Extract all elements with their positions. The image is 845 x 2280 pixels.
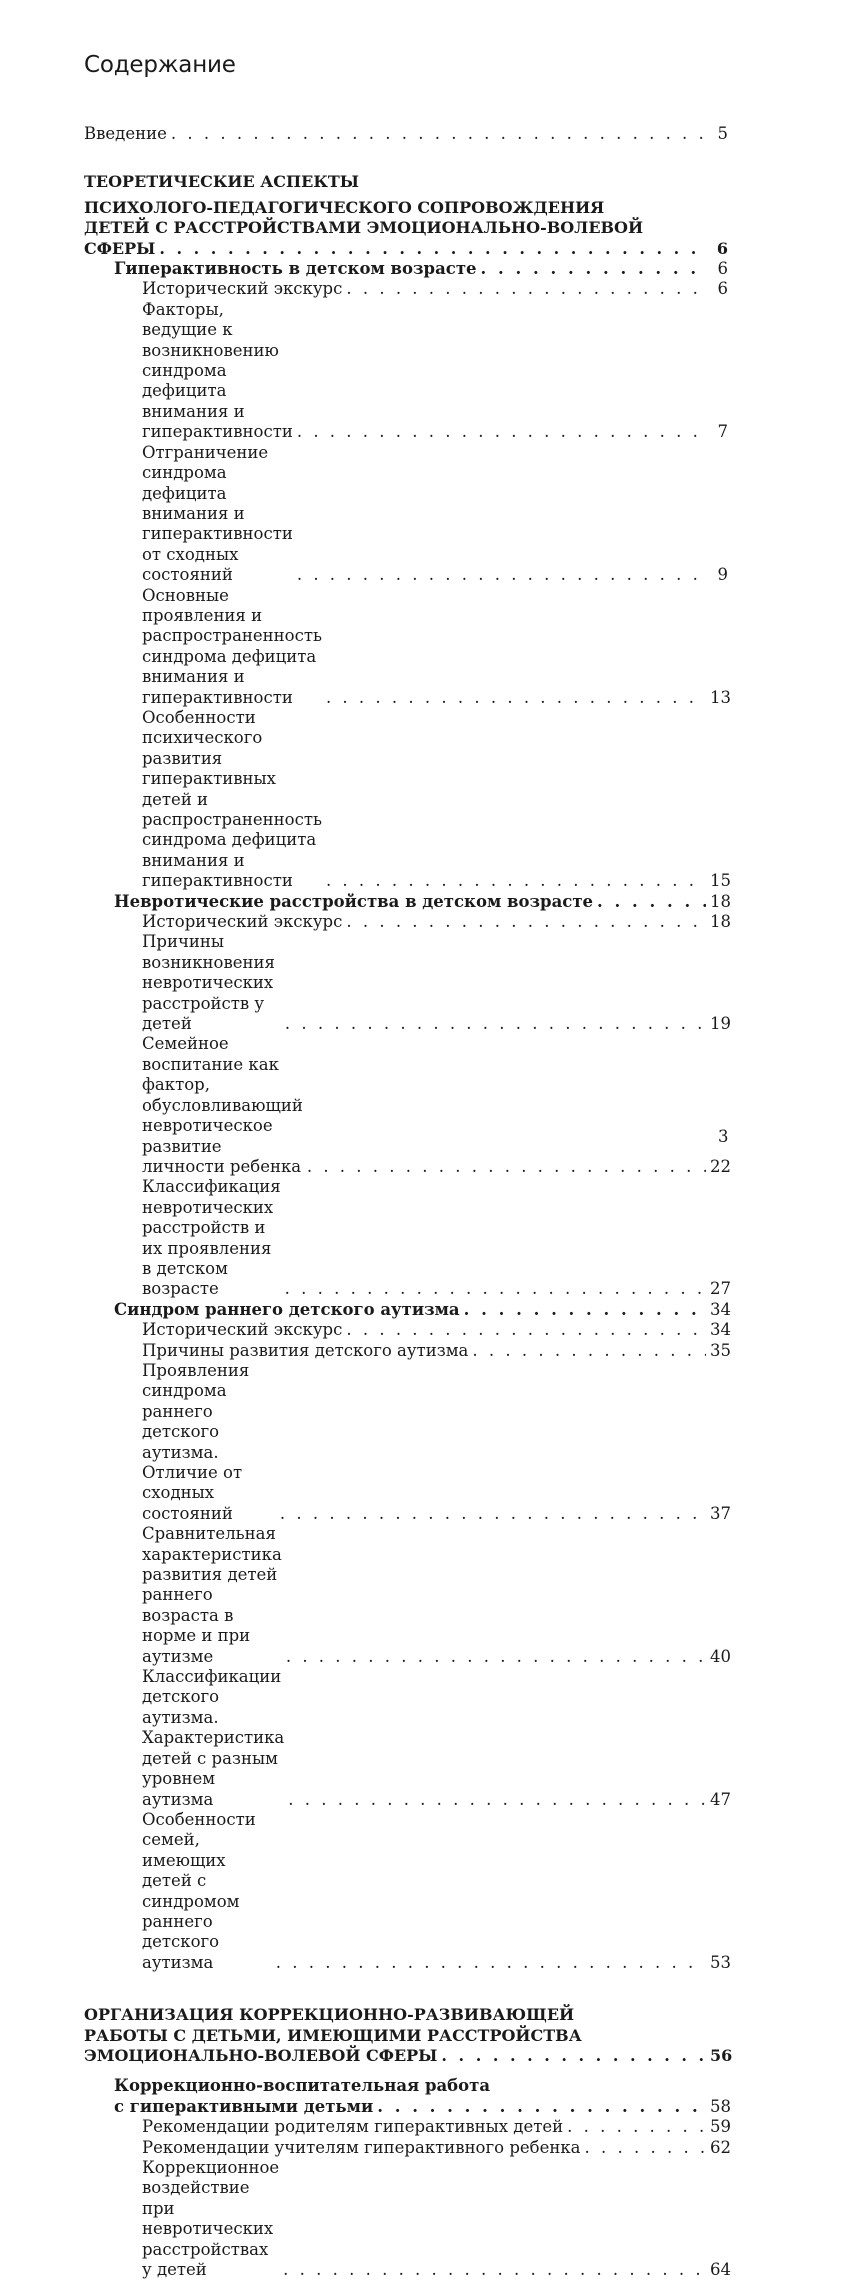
- toc-item-text: Исторический экскурс: [142, 1320, 343, 1340]
- toc-item[interactable]: [84, 932, 731, 1034]
- dot-leader: [597, 892, 706, 912]
- toc-item-text: Факторы, ведущие к возникновению синдрома дефицита внимания и гиперактивности: [142, 299, 293, 442]
- toc-chapter-1-1[interactable]: [84, 259, 728, 279]
- dot-leader: [472, 1341, 706, 1361]
- dot-leader: [346, 912, 706, 932]
- toc-item[interactable]: [84, 912, 731, 932]
- toc-page-number: 18: [710, 912, 731, 932]
- toc-item[interactable]: [84, 1667, 731, 1810]
- toc-item-text: Проявления синдрома раннего детского аутизма. Отличие от сходных состояний: [142, 1360, 250, 1523]
- toc-item-text: Рекомендации учителям гиперактивного ребенка: [142, 2137, 581, 2157]
- toc-page-number: 18: [710, 891, 731, 911]
- toc-page-number: 7: [717, 422, 728, 442]
- toc-item-text: Коррекционное воздействие при невротических расстройствах у детей: [142, 2158, 280, 2280]
- page-number: 3: [718, 1127, 729, 1146]
- dot-leader: [464, 1300, 706, 1320]
- toc-page-number: 19: [710, 1014, 731, 1034]
- toc-item-text: Основные проявления и распространенность синдрома дефицита внимания и гиперактивности: [142, 585, 322, 707]
- chapter-title: Невротические расстройства в детском возрасте: [114, 891, 594, 911]
- toc-page-number: 34: [710, 1299, 731, 1319]
- chapter-title: Гиперактивность в детском возрасте: [114, 259, 477, 279]
- dot-leader: [297, 565, 706, 585]
- dot-leader: [280, 1504, 706, 1524]
- toc-page-number: 59: [710, 2117, 731, 2137]
- dot-leader: [567, 2117, 706, 2137]
- toc-item[interactable]: [84, 2158, 731, 2280]
- dot-leader: [297, 422, 706, 442]
- toc-item-text: Особенности семей, имеющих детей с синдромом раннего детского аутизма: [142, 1809, 256, 1972]
- toc-page-number: 53: [710, 1952, 731, 1972]
- dot-leader: [283, 2260, 706, 2280]
- part-heading-line: ЭМОЦИОНАЛЬНО-ВОЛЕВОЙ СФЕРЫ: [84, 2045, 438, 2065]
- chapter-title: Синдром раннего детского аутизма: [114, 1299, 460, 1319]
- part-heading-1: [84, 172, 728, 259]
- toc-page-number: 27: [710, 1279, 731, 1299]
- chapter-title: с гиперактивными детьми: [114, 2096, 374, 2116]
- toc-item-text: Сравнительная характеристика развития детей раннего возраста в норме и при аутизме: [142, 1524, 282, 1666]
- toc-page-number: 5: [717, 124, 728, 143]
- toc-entry-part-2[interactable]: [84, 2045, 733, 2066]
- dot-leader: [585, 2138, 707, 2158]
- part-heading-line: ТЕОРЕТИЧЕСКИЕ АСПЕКТЫ: [84, 172, 360, 192]
- dot-leader: [481, 259, 706, 279]
- dot-leader: [346, 279, 706, 299]
- toc-item[interactable]: [84, 1809, 731, 1973]
- toc-item-text: Семейное воспитание как фактор, обусловливающий невротическое развитие личности ребенка: [142, 1034, 303, 1176]
- dot-leader: [286, 1647, 706, 1667]
- part-heading-line: ОРГАНИЗАЦИЯ КОРРЕКЦИОННО-РАЗВИВАЮЩЕЙ: [84, 2005, 575, 2025]
- dot-leader: [326, 871, 706, 891]
- toc-item[interactable]: [84, 1320, 731, 1340]
- dot-leader: [346, 1320, 706, 1340]
- dot-leader: [377, 2097, 706, 2117]
- chapter-title: Коррекционно-воспитательная работа: [114, 2076, 491, 2096]
- part-heading-line: ДЕТЕЙ С РАССТРОЙСТВАМИ ЭМОЦИОНАЛЬНО-ВОЛЕВОЙ: [84, 218, 644, 238]
- part-heading-2: [84, 2005, 733, 2066]
- part-heading-line: РАБОТЫ С ДЕТЬМИ, ИМЕЮЩИМИ РАССТРОЙСТВА: [84, 2025, 582, 2045]
- toc-item[interactable]: [84, 2137, 731, 2158]
- toc-page-number: 37: [710, 1503, 731, 1523]
- page-title: Содержание: [84, 52, 236, 78]
- dot-leader: [159, 239, 706, 259]
- toc-item-text: Классификации детского аутизма. Характеристика детей с разным уровнем аутизма: [142, 1667, 285, 1809]
- toc-page-number: 6: [717, 279, 728, 299]
- dot-leader: [441, 2046, 706, 2066]
- toc-page-number: 34: [710, 1320, 731, 1340]
- part-heading-line: ПСИХОЛОГО-ПЕДАГОГИЧЕСКОГО СОПРОВОЖДЕНИЯ: [84, 197, 605, 217]
- toc-item[interactable]: [84, 707, 731, 892]
- part-heading-line: СФЕРЫ: [84, 238, 156, 258]
- toc-entry-part-1[interactable]: [84, 239, 728, 259]
- toc-item[interactable]: [84, 300, 728, 443]
- toc-page-number: 47: [710, 1789, 731, 1809]
- toc-chapter-1-3[interactable]: [84, 1299, 731, 1320]
- toc-page-number: 6: [717, 259, 728, 279]
- toc-item-text: Причины возникновения невротических расстройств у детей: [142, 932, 275, 1034]
- toc-page-number: 22: [710, 1156, 731, 1176]
- toc-page-number: 9: [717, 565, 728, 585]
- toc-page-number: 64: [710, 2260, 731, 2280]
- dot-leader: [288, 1790, 706, 1810]
- dot-leader: [171, 124, 706, 144]
- dot-leader: [307, 1157, 706, 1177]
- toc-page-number: 56: [710, 2045, 733, 2065]
- toc-entry-intro[interactable]: [84, 124, 728, 144]
- toc-item[interactable]: [84, 1177, 731, 1299]
- toc-item[interactable]: [84, 443, 728, 586]
- toc-page-number: 35: [710, 1340, 731, 1360]
- toc-item[interactable]: [84, 279, 728, 299]
- table-of-contents: [84, 124, 733, 2280]
- dot-leader: [285, 1279, 706, 1299]
- toc-item[interactable]: [84, 1524, 731, 1667]
- toc-item-text: Причины развития детского аутизма: [142, 1340, 469, 1360]
- toc-page-number: 62: [710, 2137, 731, 2157]
- toc-page-number: 15: [710, 871, 731, 891]
- toc-item[interactable]: [84, 1340, 731, 1361]
- dot-leader: [276, 1953, 706, 1973]
- toc-chapter-1-2[interactable]: [84, 891, 731, 912]
- toc-item-text: Исторический экскурс: [142, 279, 343, 299]
- toc-page-number: 13: [710, 687, 731, 707]
- toc-page-number: 6: [716, 238, 728, 258]
- toc-page-number: 58: [710, 2096, 731, 2116]
- toc-item-text: Особенности психического развития гиперактивных детей и распространенность синдрома дефицита внимания и гиперактивности: [142, 707, 322, 891]
- toc-item[interactable]: [84, 585, 731, 708]
- toc-item-text: Рекомендации родителям гиперактивных детей: [142, 2117, 564, 2137]
- toc-item[interactable]: [84, 1360, 731, 1524]
- toc-item[interactable]: [84, 2117, 731, 2137]
- toc-item-text: Отграничение синдрома дефицита внимания и гиперактивности от сходных состояний: [142, 442, 293, 585]
- toc-item[interactable]: [84, 1034, 731, 1177]
- toc-entry-text: Введение: [84, 124, 167, 143]
- toc-item-text: Классификация невротических расстройств и их проявления в детском возрасте: [142, 1177, 281, 1299]
- toc-page-number: 40: [710, 1646, 731, 1666]
- dot-leader: [326, 688, 706, 708]
- toc-item-text: Исторический экскурс: [142, 912, 343, 932]
- toc-chapter-2-1[interactable]: [84, 2076, 731, 2117]
- dot-leader: [285, 1014, 706, 1034]
